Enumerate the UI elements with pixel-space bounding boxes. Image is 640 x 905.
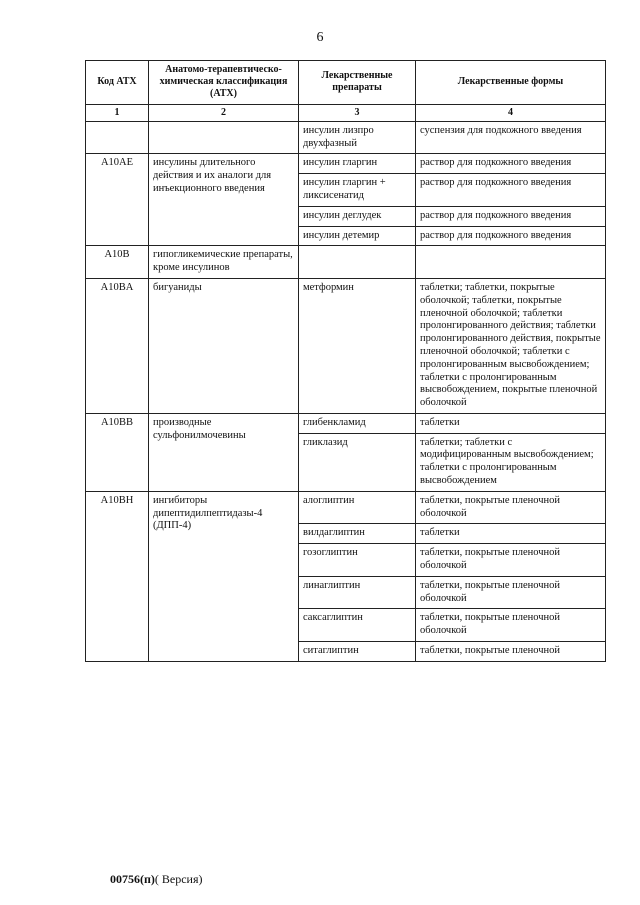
document-version: ( Версия) (154, 872, 203, 886)
dosage-forms: таблетки, покрытые пленочной оболочкой (416, 491, 606, 524)
table-row (86, 246, 606, 279)
table-row (86, 278, 606, 413)
drug-name: инсулин деглудек (299, 206, 416, 226)
column-number: 1 (86, 104, 149, 121)
atx-classification: инсулины длительного действия и их аналоги для инъекционного введения (149, 154, 299, 246)
dosage-forms: таблетки, покрытые пленочной оболочкой (416, 576, 606, 609)
drug-name: саксаглиптин (299, 609, 416, 642)
atx-code: A10BB (86, 413, 149, 491)
atx-code: A10B (86, 246, 149, 279)
table-body (86, 121, 606, 661)
drug-name (299, 246, 416, 279)
footer (110, 872, 203, 887)
table-row (86, 491, 606, 524)
table-row (86, 121, 606, 154)
header-code: Код АТХ (86, 61, 149, 105)
dosage-forms (416, 246, 606, 279)
drug-name: инсулин гларгин (299, 154, 416, 174)
drug-name: глибенкламид (299, 413, 416, 433)
header-classification: Анатомо-терапевтическо-химическая классификация (АТХ) (149, 61, 299, 105)
atx-code: A10AE (86, 154, 149, 246)
dosage-forms: суспензия для подкожного введения (416, 121, 606, 154)
dosage-forms: раствор для подкожного введения (416, 154, 606, 174)
dosage-forms: раствор для подкожного введения (416, 174, 606, 207)
atx-code: A10BH (86, 491, 149, 661)
header-row (86, 61, 606, 105)
drug-name: инсулин гларгин + ликсисенатид (299, 174, 416, 207)
drug-name: гликлазид (299, 433, 416, 491)
page-number: 6 (316, 30, 324, 45)
atx-table (85, 60, 606, 662)
dosage-forms: таблетки, покрытые пленочной оболочкой (416, 544, 606, 577)
table-row (86, 154, 606, 174)
dosage-forms: таблетки, покрытые пленочной оболочкой (416, 609, 606, 642)
dosage-forms: таблетки; таблетки с модифицированным высвобождением; таблетки с пролонгированным высвобождением (416, 433, 606, 491)
atx-code: A10BA (86, 278, 149, 413)
atx-classification: гипогликемические препараты, кроме инсулинов (149, 246, 299, 279)
drug-name: ситаглиптин (299, 642, 416, 662)
drug-name: алоглиптин (299, 491, 416, 524)
dosage-forms: таблетки (416, 413, 606, 433)
column-number: 3 (299, 104, 416, 121)
drug-name: вилдаглиптин (299, 524, 416, 544)
column-number-row (86, 104, 606, 121)
drug-name: инсулин лизпро двухфазный (299, 121, 416, 154)
dosage-forms: раствор для подкожного введения (416, 206, 606, 226)
dosage-forms: таблетки (416, 524, 606, 544)
dosage-forms: таблетки; таблетки, покрытые оболочкой; таблетки, покрытые пленочной оболочкой; таблетки пролонгированного действия; таблетки пролонгированного действия, покрытые пленочной оболочкой; таблетки с пролонгированным высвобождением; таблетки с пролонгированным высвобождением, покрытые пленочной оболочкой (416, 278, 606, 413)
atx-classification (149, 121, 299, 154)
drug-name: инсулин детемир (299, 226, 416, 246)
header-drugs: Лекарственные препараты (299, 61, 416, 105)
drug-name: линаглиптин (299, 576, 416, 609)
table-row (86, 413, 606, 433)
atx-classification: бигуаниды (149, 278, 299, 413)
drug-name: гозоглиптин (299, 544, 416, 577)
document-number: 00756(п) (110, 872, 155, 886)
dosage-forms: раствор для подкожного введения (416, 226, 606, 246)
atx-code (86, 121, 149, 154)
atx-classification: ингибиторы дипептидилпептидазы-4 (ДПП-4) (149, 491, 299, 661)
column-number: 2 (149, 104, 299, 121)
column-number: 4 (416, 104, 606, 121)
dosage-forms: таблетки, покрытые пленочной (416, 642, 606, 662)
header-forms: Лекарственные формы (416, 61, 606, 105)
atx-classification: производные сульфонилмочевины (149, 413, 299, 491)
drug-name: метформин (299, 278, 416, 413)
